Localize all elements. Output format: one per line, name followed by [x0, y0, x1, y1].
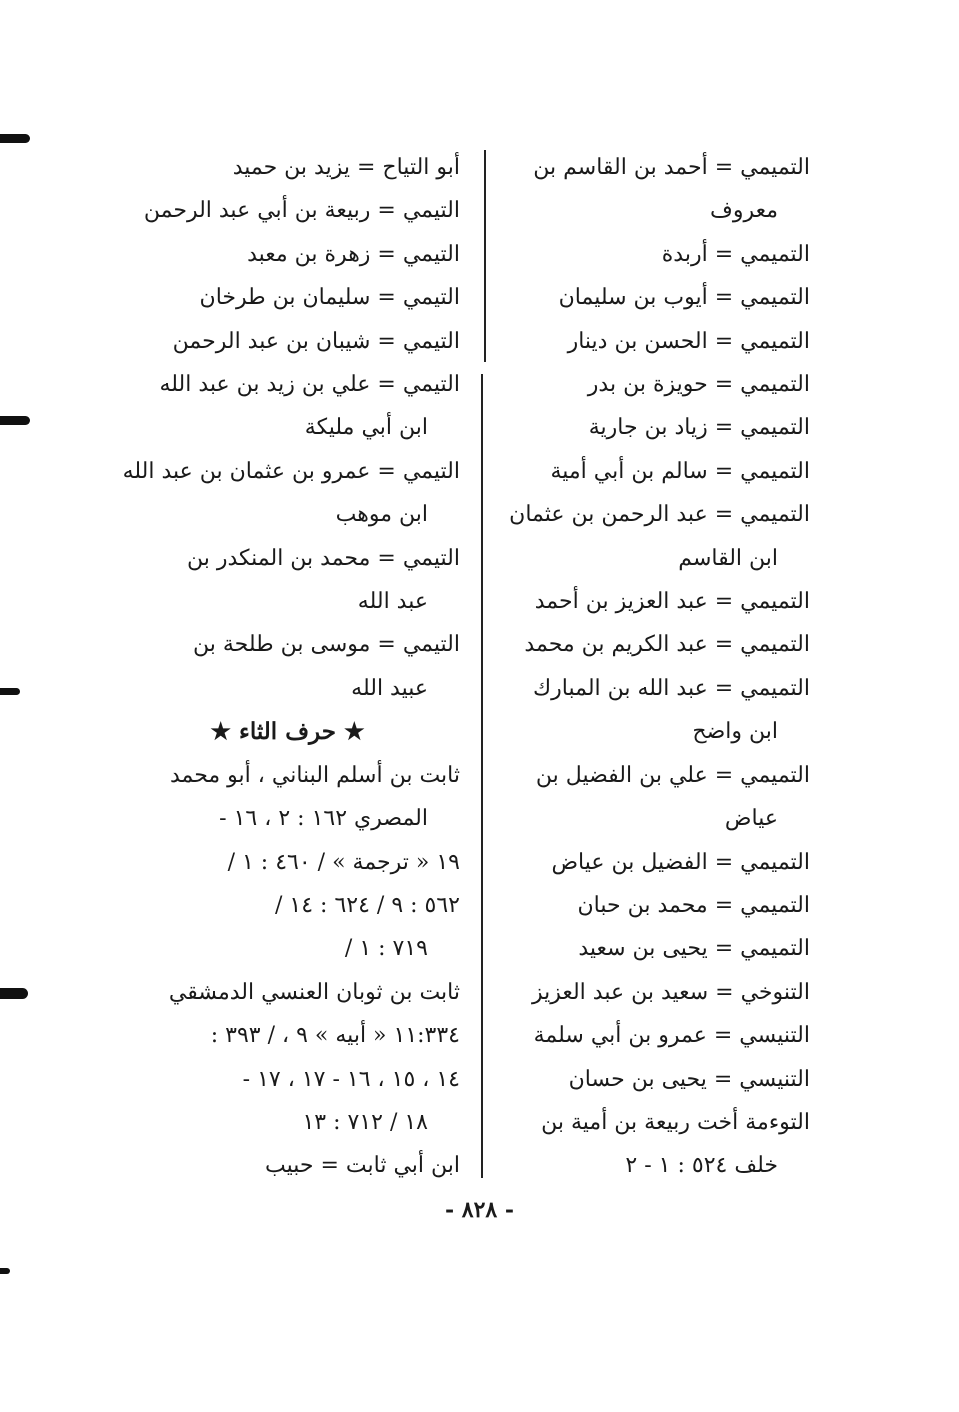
binding-mark	[0, 416, 30, 425]
index-entry: ابن أبي ثابت = حبيب	[265, 1153, 460, 1179]
index-entry-continuation: المصري ١٦٢ : ٢ ، ١٦ -	[219, 806, 428, 832]
index-entry: التيمي = شيبان بن عبد الرحمن	[172, 328, 460, 354]
column-divider-lower	[481, 374, 483, 1178]
index-entry-continuation: ١٤ ، ١٥ ، ١٦ - ١٧ ، ١٧ -	[242, 1066, 460, 1092]
index-entry-continuation: معروف	[710, 198, 778, 224]
index-entry-continuation: عبد الله	[357, 589, 428, 615]
index-entry: التميمي = سالم بن أبي أمية	[550, 458, 810, 484]
index-entry: ثابت بن ثوبان العنسي الدمشقي	[168, 979, 460, 1005]
index-entry: التنيسي = يحيى بن حسان	[568, 1066, 810, 1092]
right-column	[505, 146, 810, 1188]
index-entry: التنوخي = سعيد بن عبد العزيز	[531, 979, 810, 1005]
index-entry-continuation: ١١:٣٣٤ « أبيه » ٩ ، / ٣٩٣ :	[210, 1023, 460, 1049]
index-entry: التميمي = عبد الرحمن بن عثمان	[509, 502, 810, 528]
index-entry: التميمي = يحيى بن سعيد	[578, 936, 810, 962]
index-entry: التميمي = عبد الكريم بن محمد	[524, 632, 810, 658]
index-entry-continuation: ٧١٩ : ١ /	[344, 936, 428, 962]
index-entry: التميمي = أربدة	[661, 241, 810, 267]
index-entry: التميمي = عبد الله بن المبارك	[533, 675, 810, 701]
index-entry-continuation: خلف ٥٢٤ : ١ - ٢	[625, 1153, 778, 1179]
index-entry: التميمي = عبد العزيز بن أحمد	[534, 589, 810, 615]
index-entry: التميمي = زياد بن جارية	[588, 415, 810, 441]
index-entry: التميمي = أيوب بن سليمان	[558, 285, 810, 311]
index-entry-continuation: ابن موهب	[335, 502, 428, 528]
index-entry: التميمي = حويزة بن بدر	[587, 372, 810, 398]
binding-mark	[0, 988, 28, 999]
index-entry: التميمي = أحمد بن القاسم بن	[533, 155, 810, 180]
index-entry-continuation: ١٩ « ترجمة » / ٤٦٠ : ١ /	[227, 849, 460, 875]
index-entry-continuation: ٥٦٢ : ٩ / ٦٢٤ : ١٤ /	[275, 892, 460, 918]
index-entry: التميمي = محمد بن حبان	[577, 892, 810, 918]
index-entry: التيمي = زهرة بن معبد	[247, 241, 460, 267]
index-entry-continuation: ابن القاسم	[678, 545, 778, 571]
index-entry-continuation: ابن واضح	[692, 719, 778, 745]
index-entry-continuation: ابن أبي مليكة	[304, 415, 428, 441]
section-heading: ★ حرف الثاء ★	[210, 718, 365, 746]
index-entry: التميمي = الفضيل بن عياض	[551, 849, 810, 875]
index-entry: التيمي = عمرو بن عثمان بن عبد الله	[122, 458, 460, 484]
binding-mark	[0, 1268, 10, 1274]
index-entry: التوءمة أخت ربيعة بن أمية بن	[541, 1109, 810, 1135]
binding-mark	[0, 688, 20, 695]
column-divider-upper	[484, 150, 486, 362]
index-entry: ثابت بن أسلم البناني ، أبو محمد	[169, 762, 460, 788]
index-entry: التميمي = علي بن الفضيل بن	[535, 762, 810, 788]
index-entry: التيمي = سليمان بن طرخان	[199, 285, 460, 311]
index-entry: التميمي = الحسن بن دينار	[567, 328, 810, 354]
index-entry: أبو التياح = يزيد بن حميد	[232, 155, 460, 180]
index-entry: التيمي = محمد بن المنكدر بن	[186, 545, 460, 571]
index-entry: التيمي = موسى بن طلحة بن	[193, 632, 460, 658]
index-entry-continuation: ١٨ / ٧١٢ : ١٣	[302, 1109, 428, 1135]
index-entry-continuation: عبيد الله	[351, 675, 428, 701]
index-entry: التيمي = علي بن زيد بن عبد الله	[159, 372, 460, 398]
binding-mark	[0, 134, 30, 143]
page-number: - ٨٢٨ -	[444, 1197, 515, 1223]
index-entry-continuation: عياض	[724, 806, 778, 832]
left-column	[122, 146, 460, 1188]
index-entry: التنيسي = عمرو بن أبي سلمة	[533, 1023, 810, 1049]
index-entry: التيمي = ربيعة بن أبي عبد الرحمن	[143, 198, 460, 224]
